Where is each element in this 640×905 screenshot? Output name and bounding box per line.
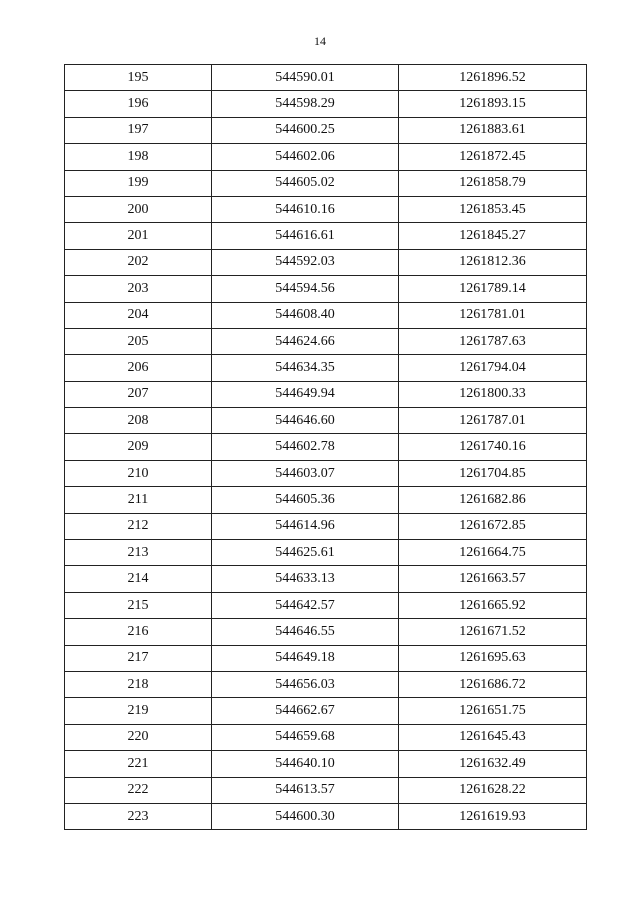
y-coordinate-cell: 1261672.85: [399, 513, 587, 539]
y-coordinate-cell: 1261695.63: [399, 645, 587, 671]
y-coordinate-cell: 1261812.36: [399, 249, 587, 275]
x-coordinate-cell: 544659.68: [212, 724, 399, 750]
point-number-cell: 204: [65, 302, 212, 328]
table-row: [65, 117, 587, 143]
table-row: [65, 698, 587, 724]
table-row: [65, 408, 587, 434]
table-row: [65, 328, 587, 354]
table-row: [65, 751, 587, 777]
x-coordinate-cell: 544608.40: [212, 302, 399, 328]
table-row: [65, 381, 587, 407]
y-coordinate-cell: 1261800.33: [399, 381, 587, 407]
table-row: [65, 777, 587, 803]
x-coordinate-cell: 544600.25: [212, 117, 399, 143]
table-row: [65, 487, 587, 513]
y-coordinate-cell: 1261663.57: [399, 566, 587, 592]
table-row: [65, 566, 587, 592]
y-coordinate-cell: 1261845.27: [399, 223, 587, 249]
y-coordinate-cell: 1261619.93: [399, 803, 587, 829]
y-coordinate-cell: 1261628.22: [399, 777, 587, 803]
table-row: [65, 434, 587, 460]
table-row: [65, 619, 587, 645]
point-number-cell: 206: [65, 355, 212, 381]
point-number-cell: 199: [65, 170, 212, 196]
point-number-cell: 223: [65, 803, 212, 829]
table-row: [65, 513, 587, 539]
x-coordinate-cell: 544649.18: [212, 645, 399, 671]
y-coordinate-cell: 1261781.01: [399, 302, 587, 328]
y-coordinate-cell: 1261787.63: [399, 328, 587, 354]
x-coordinate-cell: 544649.94: [212, 381, 399, 407]
y-coordinate-cell: 1261664.75: [399, 540, 587, 566]
point-number-cell: 217: [65, 645, 212, 671]
y-coordinate-cell: 1261671.52: [399, 619, 587, 645]
point-number-cell: 213: [65, 540, 212, 566]
x-coordinate-cell: 544605.36: [212, 487, 399, 513]
point-number-cell: 221: [65, 751, 212, 777]
x-coordinate-cell: 544610.16: [212, 196, 399, 222]
x-coordinate-cell: 544662.67: [212, 698, 399, 724]
x-coordinate-cell: 544598.29: [212, 91, 399, 117]
table-row: [65, 645, 587, 671]
x-coordinate-cell: 544646.60: [212, 408, 399, 434]
y-coordinate-cell: 1261858.79: [399, 170, 587, 196]
table-row: [65, 65, 587, 91]
table-row: [65, 223, 587, 249]
point-number-cell: 216: [65, 619, 212, 645]
y-coordinate-cell: 1261645.43: [399, 724, 587, 750]
x-coordinate-cell: 544603.07: [212, 460, 399, 486]
x-coordinate-cell: 544602.78: [212, 434, 399, 460]
point-number-cell: 214: [65, 566, 212, 592]
point-number-cell: 198: [65, 144, 212, 170]
x-coordinate-cell: 544614.96: [212, 513, 399, 539]
x-coordinate-cell: 544590.01: [212, 65, 399, 91]
table-row: [65, 170, 587, 196]
table-body: [65, 65, 587, 830]
table-row: [65, 460, 587, 486]
y-coordinate-cell: 1261883.61: [399, 117, 587, 143]
y-coordinate-cell: 1261686.72: [399, 671, 587, 697]
table-row: [65, 803, 587, 829]
x-coordinate-cell: 544634.35: [212, 355, 399, 381]
y-coordinate-cell: 1261896.52: [399, 65, 587, 91]
point-number-cell: 203: [65, 276, 212, 302]
point-number-cell: 205: [65, 328, 212, 354]
y-coordinate-cell: 1261651.75: [399, 698, 587, 724]
y-coordinate-cell: 1261632.49: [399, 751, 587, 777]
point-number-cell: 201: [65, 223, 212, 249]
point-number-cell: 209: [65, 434, 212, 460]
table-row: [65, 302, 587, 328]
point-number-cell: 218: [65, 671, 212, 697]
table-row: [65, 196, 587, 222]
table-row: [65, 91, 587, 117]
y-coordinate-cell: 1261665.92: [399, 592, 587, 618]
x-coordinate-cell: 544642.57: [212, 592, 399, 618]
y-coordinate-cell: 1261682.86: [399, 487, 587, 513]
point-number-cell: 196: [65, 91, 212, 117]
point-number-cell: 219: [65, 698, 212, 724]
point-number-cell: 195: [65, 65, 212, 91]
point-number-cell: 197: [65, 117, 212, 143]
table-row: [65, 144, 587, 170]
x-coordinate-cell: 544625.61: [212, 540, 399, 566]
table-row: [65, 592, 587, 618]
table-row: [65, 540, 587, 566]
point-number-cell: 222: [65, 777, 212, 803]
x-coordinate-cell: 544592.03: [212, 249, 399, 275]
page-number: 14: [314, 34, 326, 48]
y-coordinate-cell: 1261853.45: [399, 196, 587, 222]
point-number-cell: 220: [65, 724, 212, 750]
x-coordinate-cell: 544646.55: [212, 619, 399, 645]
y-coordinate-cell: 1261789.14: [399, 276, 587, 302]
coordinates-table: [64, 64, 587, 830]
point-number-cell: 207: [65, 381, 212, 407]
x-coordinate-cell: 544656.03: [212, 671, 399, 697]
x-coordinate-cell: 544594.56: [212, 276, 399, 302]
table-row: [65, 671, 587, 697]
y-coordinate-cell: 1261893.15: [399, 91, 587, 117]
point-number-cell: 208: [65, 408, 212, 434]
point-number-cell: 210: [65, 460, 212, 486]
x-coordinate-cell: 544616.61: [212, 223, 399, 249]
point-number-cell: 200: [65, 196, 212, 222]
x-coordinate-cell: 544605.02: [212, 170, 399, 196]
x-coordinate-cell: 544633.13: [212, 566, 399, 592]
table-row: [65, 249, 587, 275]
point-number-cell: 211: [65, 487, 212, 513]
y-coordinate-cell: 1261787.01: [399, 408, 587, 434]
x-coordinate-cell: 544613.57: [212, 777, 399, 803]
point-number-cell: 215: [65, 592, 212, 618]
point-number-cell: 202: [65, 249, 212, 275]
x-coordinate-cell: 544624.66: [212, 328, 399, 354]
y-coordinate-cell: 1261740.16: [399, 434, 587, 460]
table-row: [65, 724, 587, 750]
table-row: [65, 276, 587, 302]
x-coordinate-cell: 544600.30: [212, 803, 399, 829]
y-coordinate-cell: 1261872.45: [399, 144, 587, 170]
point-number-cell: 212: [65, 513, 212, 539]
x-coordinate-cell: 544602.06: [212, 144, 399, 170]
table-row: [65, 355, 587, 381]
x-coordinate-cell: 544640.10: [212, 751, 399, 777]
y-coordinate-cell: 1261704.85: [399, 460, 587, 486]
y-coordinate-cell: 1261794.04: [399, 355, 587, 381]
